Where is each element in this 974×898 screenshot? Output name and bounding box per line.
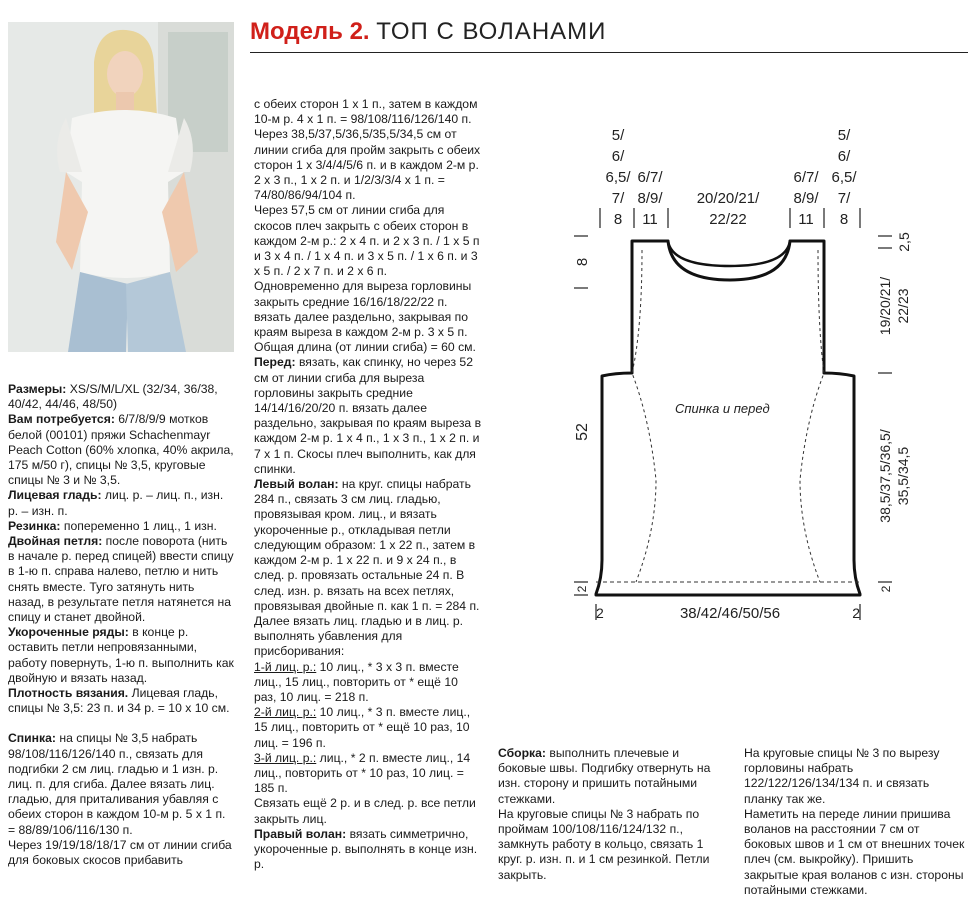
paragraph-text: вязать, как спинку, но через 52 см от линии сгиба для выреза горловины закрыть средние 14/14/16/20/20 п. вязать далее раздельно, закрывая по краям выреза в каждом 2-м р. 1 х 4 п., 1 х 3 п., 1 х 2 п. и 7 х 1 п. Скосы плеч выполнить, как для спинки. xyxy=(254,355,482,476)
dim-shoulder-left-3: 6,5/ xyxy=(605,169,631,186)
col2-paragraph xyxy=(254,355,482,477)
dim-armhole-height-2: 22/23 xyxy=(895,288,911,324)
col3-paragraph xyxy=(498,807,726,883)
dim-armhole-left-1: 6/7/ xyxy=(637,169,663,186)
col2-paragraph xyxy=(254,796,482,826)
dim-shoulder-left-4: 7/ xyxy=(611,190,625,207)
model-name: ТОП С ВОЛАНАМИ xyxy=(376,18,607,45)
paragraph-label: Правый волан: xyxy=(254,826,347,841)
col2-paragraph xyxy=(254,279,482,355)
dim-hem-bottom-right: 2 xyxy=(852,605,860,621)
instructions-column-2 xyxy=(254,97,482,872)
col1-paragraph xyxy=(8,534,234,625)
paragraph-text: XS/S/M/L/XL (32/34, 36/38, 40/42, 44/46, 48/50) xyxy=(8,382,218,412)
paragraph-text: лиц. р. – лиц. п., изн. р. – изн. п. xyxy=(8,488,224,518)
pattern-outline xyxy=(596,241,860,595)
col1-paragraph xyxy=(8,625,234,686)
dim-shoulder-right-3: 6,5/ xyxy=(831,169,857,186)
dim-shoulder-left-1: 5/ xyxy=(611,127,625,144)
col2-paragraph xyxy=(254,97,482,127)
col1-paragraph xyxy=(8,488,234,518)
paragraph-text: 10 лиц., * 3 п. вместе лиц., 15 лиц., повторить от * ещё 10 раз, 10 лиц. = 196 п. xyxy=(254,705,471,750)
col1-paragraph xyxy=(8,519,234,534)
dim-shoulder-left-5: 8 xyxy=(613,211,623,228)
dim-neck-depth: 8 xyxy=(574,257,591,267)
dim-shoulder-left-2: 6/ xyxy=(611,148,625,165)
paragraph-text: в конце р. оставить петли непровязанными, работу повернуть, 1-ю п. выполнить как двойную и вязать назад. xyxy=(8,625,234,685)
paragraph-text: 10 лиц., * 3 х 3 п. вместе лиц., 15 лиц., повторить от * ещё 10 раз, 10 лиц. = 218 п. xyxy=(254,659,459,704)
col2-paragraph xyxy=(254,751,482,797)
paragraph-label: Резинка: xyxy=(8,518,61,533)
dim-hem-right: 2 xyxy=(879,585,893,593)
paragraph-label: Перед: xyxy=(254,355,296,370)
col1-paragraph xyxy=(8,686,234,716)
instructions-column-1 xyxy=(8,382,234,868)
dim-hem-bottom-left: 2 xyxy=(596,605,604,621)
paragraph-label: Спинка: xyxy=(8,731,56,746)
col2-paragraph xyxy=(254,127,482,203)
paragraph-text: Через 19/19/18/18/17 см от линии сгиба для боковых скосов прибавить xyxy=(8,837,232,868)
paragraph-text: Через 57,5 см от линии сгиба для скосов плеч закрыть с обеих сторон в каждом 2-м р.: 2 х 4 п. и 2 х 3 п. / 1 х 5 п и 3 х 4 п. / 1 х 4 п. и 3 х 5 п. / 1 х 6 п. и 3 х 5 п. / 2 х 7 п. и 2 х 6 п. xyxy=(254,203,480,279)
page-title xyxy=(250,18,606,46)
col2-paragraph xyxy=(254,827,482,873)
col1-paragraph xyxy=(8,838,234,868)
dim-side-height-1: 38,5/37,5/36,5/ xyxy=(877,429,893,523)
col3-paragraph xyxy=(498,746,726,807)
paragraph-text: Через 38,5/37,5/36,5/35,5/34,5 см от линии сгиба для пройм закрыть с обеих сторон 1 х 3/4/4/5/6 п. и в каждом 2-м р. 2 х 3 п., 1 х 2 п. и 1/2/3/3/4 х 1 п. = 74/80/86/94/104 п. xyxy=(254,127,481,203)
paragraph-text: попеременно 1 лиц., 1 изн. xyxy=(60,518,217,533)
col2-paragraph xyxy=(254,660,482,706)
dim-side-height-2: 35,5/34,5 xyxy=(895,446,911,506)
paragraph-label: Левый волан: xyxy=(254,477,339,492)
paragraph-text: после поворота (нить в начале р. перед спицей) ввести спицу в 1-ю п. справа налево, петлю и нить снять вместе. Туго затянуть нить назад, в результате петля натянется на спицу и станет двойной. xyxy=(8,534,234,625)
dim-armhole-left-2: 8/9/ xyxy=(637,190,663,207)
dim-neck-2: 22/22 xyxy=(709,211,747,228)
col2-paragraph xyxy=(254,614,482,660)
row-label: 1-й лиц. р.: xyxy=(254,659,317,674)
paragraph-label: Укороченные ряды: xyxy=(8,625,129,640)
col1-paragraph xyxy=(8,382,234,412)
dim-hem-left: 2 xyxy=(575,585,589,593)
dim-armhole-right-1: 6/7/ xyxy=(793,169,819,186)
paragraph-text: На круговые спицы № 3 набрать по проймам 100/108/116/124/132 п., замкнуть работу в кольцо, связать 1 круг. р. изн. п. и 1 см резинкой. Петли закрыть. xyxy=(498,806,710,882)
paragraph-text: 6/7/8/9/9 мотков белой (00101) пряжи Schachenmayr Peach Cotton (60% хлопка, 40% акрила, 175 м/50 г), спицы № 3,5, круговые спицы № 3 и № 3,5. xyxy=(8,412,234,488)
dim-shoulder-right-4: 7/ xyxy=(837,190,851,207)
paragraph-text: на круг. спицы набрать 284 п., связать 3 см лиц. гладью, провязывая кром. лиц., и вязать укороченные р., откладывая петли следующим образом: 1 х 22 п., затем в каждом 2-м р. 1 х 22 п. и 9 х 24 п., в след. р. провязать остальные 24 п. В след. изн. р. вязать на всех петлях, провязывая двойные п. как 1 п. = 284 п. xyxy=(254,477,480,613)
paragraph-text: на спицы № 3,5 набрать 98/108/116/126/140 п., связать для подгибки 2 см лиц. гладью и 1 изн. р. лиц. п. для сгиба. Далее вязать лиц. гладью, для приталивания убавляя с обеих сторон в каждом 10-м р. 5 х 1 п. = 88/89/106/116/130 п. xyxy=(8,731,226,837)
dim-shoulder-right-1: 5/ xyxy=(837,127,851,144)
dim-armhole-height-1: 19/20/21/ xyxy=(877,276,893,336)
row-label: 3-й лиц. р.: xyxy=(254,750,317,765)
dim-width: 38/42/46/50/56 xyxy=(679,605,781,622)
dim-neck-1: 20/20/21/ xyxy=(696,190,760,207)
paragraph-text: выполнить плечевые и боковые швы. Подгибку отвернуть на изн. сторону и пришить потайными стежками. xyxy=(498,746,711,806)
dim-shoulder-right-5: 8 xyxy=(839,211,849,228)
row-label: 2-й лиц. р.: xyxy=(254,705,317,720)
col4-paragraph xyxy=(744,807,970,898)
paragraph-label: Лицевая гладь: xyxy=(8,488,102,503)
paragraph-text: Связать ещё 2 р. и в след. р. все петли закрыть лиц. xyxy=(254,796,476,826)
instructions-column-4 xyxy=(744,746,970,898)
paragraph-label: Плотность вязания. xyxy=(8,686,129,701)
col2-paragraph xyxy=(254,477,482,614)
title-divider xyxy=(250,52,968,53)
paragraph-label: Двойная петля: xyxy=(8,534,103,549)
paragraph-text: На круговые спицы № 3 по вырезу горловины набрать 122/122/126/134/134 п. и связать планку так же. xyxy=(744,746,940,806)
model-number: Модель 2. xyxy=(250,18,370,45)
dim-armhole-right-3: 11 xyxy=(798,211,814,228)
paragraph-text: Наметить на переде линии пришива воланов на расстоянии 7 см от боковых швов и 1 см от внешних точек плеч (см. выкройку). Пришить закрытые края воланов с изн. стороны потайными стежками. xyxy=(744,806,965,897)
paragraph-text: вязать симметрично, укороченные р. выполнять в конце изн. р. xyxy=(254,826,478,872)
dim-shoulder-right-2: 6/ xyxy=(837,148,851,165)
col2-paragraph xyxy=(254,203,482,279)
diagram-label: Спинка и перед xyxy=(675,401,770,416)
instructions-column-3 xyxy=(498,746,726,883)
paragraph-text: с обеих сторон 1 х 1 п., затем в каждом 10-м р. 4 х 1 п. = 98/108/116/126/140 п. xyxy=(254,97,478,127)
dim-body-height: 52 xyxy=(574,423,591,441)
dim-shoulder-drop: 2,5 xyxy=(896,232,912,252)
paragraph-text: Лицевая гладь, спицы № 3,5: 23 п. и 34 р. = 10 х 10 см. xyxy=(8,686,230,716)
paragraph-label: Вам потребуется: xyxy=(8,412,115,427)
dim-armhole-right-2: 8/9/ xyxy=(793,190,819,207)
model-photo xyxy=(8,22,234,352)
paragraph-label: Сборка: xyxy=(498,746,546,760)
dim-armhole-left-3: 11 xyxy=(642,211,658,228)
col4-paragraph xyxy=(744,746,970,807)
col1-paragraph xyxy=(8,731,234,837)
col2-paragraph xyxy=(254,705,482,751)
paragraph-text: Далее вязать лиц. гладью и в лиц. р. выполнять убавления для присборивания: xyxy=(254,613,464,659)
paragraph-label: Размеры: xyxy=(8,382,67,396)
col1-paragraph xyxy=(8,412,234,488)
pattern-diagram xyxy=(560,120,974,640)
paragraph-text: Одновременно для выреза горловины закрыть средние 16/16/18/22/22 п. вязать далее раздельно, закрывая по краям выреза в каждом 2-м р. 3 х 5 п. Общая длина (от линии сгиба) = 60 см. xyxy=(254,279,476,355)
paragraph-text: лиц., * 2 п. вместе лиц., 14 лиц., повторить от * 10 раз, 10 лиц. = 185 п. xyxy=(254,750,471,796)
